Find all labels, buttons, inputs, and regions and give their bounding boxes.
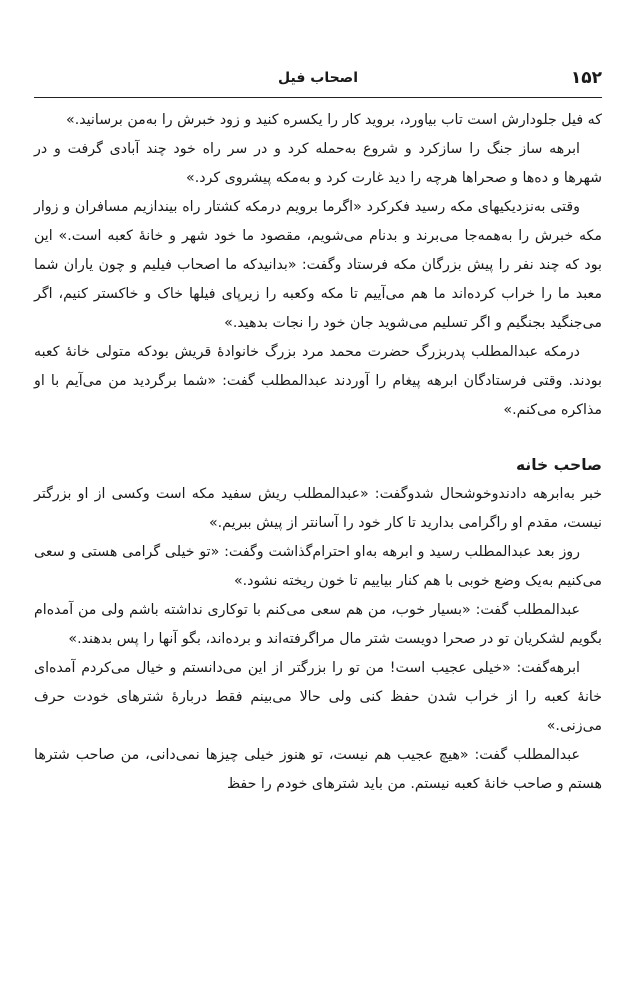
page-header <box>34 66 602 96</box>
header-rule <box>34 97 602 98</box>
paragraph: خبر به‌ابرهه دادندوخوشحال شدوگفت: «عبدالمطلب ریش سفید مکه است وکسی از او بزرگتر نیست، مقدم او راگرامی بدارید تا کار خود را آسانتر از پیش ببریم.» <box>34 486 602 531</box>
paragraph: وقتی به‌نزدیکیهای مکه رسید فکرکرد «اگرما برویم درمکه کشتار راه بیندازیم مسافران و زوار مکه خبرش را به‌همه‌جا می‌برند و بدنام می‌شویم، مقصود ما خود شهر و خانۀ کعبه است.» این بود که چند نفر را پیش بزرگان مکه فرستاد وگفت: «بدانیدکه ما اصحاب فیلیم و چون یاران شما معبد ما را خراب کرده‌اند ما هم می‌آییم تا مکه وکعبه را زیرپای فیلها خاک و خاکستر کنیم، اگر می‌جنگید بجنگیم و اگر تسلیم می‌شوید جان خود را نجات بدهید.» <box>34 199 602 331</box>
section-heading: صاحب خانه <box>516 456 602 474</box>
paragraph: عبدالمطلب گفت: «بسیار خوب، من هم سعی می‌کنم با توکاری نداشته باشم ولی من آمده‌ام بگویم لشکریان تو در صحرا دویست شتر مال مراگرفته‌اند و برده‌اند، بگو آنها را پس بدهند.» <box>34 602 602 647</box>
running-title: اصحاب فیل <box>278 70 358 86</box>
body-text <box>34 106 602 799</box>
paragraph: ابرهه ساز جنگ را سازکرد و شروع به‌حمله کرد و در سر راه خود چند آبادی گرفت و در شهرها و ده‌ها و صحراها هرچه را دید غارت کرد و به‌مکه پیشروی کرد.» <box>34 141 602 186</box>
paragraph: که فیل جلودارش است تاب بیاورد، بروید کار را یکسره کنید و زود خبرش را به‌من برسانید.» <box>66 112 602 128</box>
page-number: ۱۵۲ <box>570 68 602 88</box>
paragraph: درمکه عبدالمطلب پدربزرگ حضرت محمد مرد بزرگ خانوادۀ قریش بودکه متولی خانۀ کعبه بودند. وقتی فرستادگان ابرهه پیغام را آوردند عبدالمطلب گفت: «شما برگردید من می‌آیم با او مذاکره می‌کنم.» <box>34 344 602 418</box>
paragraph: عبدالمطلب گفت: «هیچ عجیب هم نیست، تو هنوز خیلی چیزها نمی‌دانی، من صاحب شترها هستم و صاحب خانۀ کعبه نیستم. من باید شترهای خودم را حفظ <box>34 747 602 792</box>
paragraph: روز بعد عبدالمطلب رسید و ابرهه به‌او احترام‌گذاشت وگفت: «تو خیلی گرامی هستی و سعی می‌کنیم به‌یک وضع خوبی با هم کنار بیاییم تا خون ریخته نشود.» <box>34 544 602 589</box>
paragraph: ابرهه‌گفت: «خیلی عجیب است! من تو را بزرگتر از این می‌دانستم و خیال می‌کردم آمده‌ای خانۀ کعبه را از خراب شدن حفظ کنی ولی حالا می‌بینم فقط دربارۀ شترهای خودت حرف می‌زنی.» <box>34 660 602 734</box>
